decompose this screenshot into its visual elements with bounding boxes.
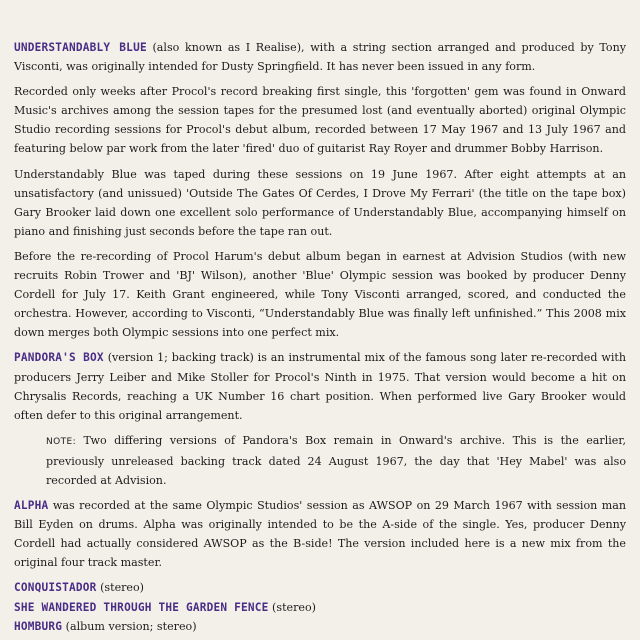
she-wandered-line: [14, 598, 626, 617]
homburg-heading: HOMBURG: [14, 619, 63, 633]
homburg-line: [14, 617, 626, 636]
note-text: Two differing versions of Pandora's Box remain in Onward's archive. This is the earlier, previously unreleased backing track dated 24 August 1967, the day that 'Hey Mabel' was also recorded at Advision.: [46, 433, 626, 487]
understandably-blue-text: (also known as I Realise), with a string section arranged and produced by Tony Visconti, was originally intended for Dusty Springfield. It has never been issued in any form.: [14, 41, 626, 74]
alpha-paragraph: [14, 496, 626, 572]
conquistador-text: (stereo): [96, 581, 145, 595]
pandoras-box-paragraph: [14, 348, 626, 424]
pandoras-box-text: (version 1; backing track) is an instrumental mix of the famous song later re-recorded with producers Jerry Leiber and Mike Stoller for Procol's Ninth in 1975. That version would become a hit on Chrysalis Records, reaching a UK Number 16 chart position. When performed live Gary Brooker would often defer to this original arrangement.: [14, 351, 626, 422]
alpha-heading: ALPHA: [14, 499, 49, 513]
understandably-blue-heading: UNDERSTANDABLY BLUE: [14, 41, 147, 54]
conquistador-heading: CONQUISTADOR: [14, 581, 97, 595]
note-paragraph: [46, 431, 626, 490]
she-wandered-text: (stereo): [268, 600, 316, 614]
alpha-text: was recorded at the same Olympic Studios' session as AWSOP on 29 March 1967 with session man Bill Eyden on drums. Alpha was originally intended to be the A-side of the single. Yes, producer Denny Cordell had actually considered AWSOP as the B-side! The version included here is a new mix from the original four track master.: [14, 499, 626, 570]
recorded-paragraph: Recorded only weeks after Procol's record breaking first single, this 'forgotten' gem was found in Onward Music's archives among the session tapes for the presumed lost (and eventually aborted) original Olympic Studio recording sessions for Procol's debut album, recorded between 17 May 1967 and 13 July 1967 and featuring below par work from the later 'fired' duo of guitarist Ray Royer and drummer Bobby Harrison.: [14, 85, 626, 156]
before-paragraph: Before the re-recording of Procol Harum's debut album began in earnest at Advision Studios (with new recruits Robin Trower and 'BJ' Wilson), another 'Blue' Olympic session was booked by producer Denny Cordell for July 17. Keith Grant engineered, while Tony Visconti arranged, scored, and conducted the orchestra. However, according to Visconti, “Understandably Blue was finally left unfinished.” This 2008 mix down merges both Olympic sessions into one perfect mix.: [14, 249, 626, 340]
note-label: NOTE:: [46, 436, 77, 447]
taped-paragraph: Understandably Blue was taped during these sessions on 19 June 1967. After eight attempts at an unsatisfactory (and unissued) 'Outside The Gates Of Cerdes, I Drove My Ferrari' (the title on the tape box) Gary Brooker laid down one excellent solo performance of Understandably Blue, accompanying himself on piano and finishing just seconds before the tape ran out.: [14, 167, 626, 238]
understandably-blue-paragraph: [14, 38, 626, 76]
conquistador-line: [14, 578, 626, 597]
pandoras-box-heading: PANDORA'S BOX: [14, 351, 104, 365]
homburg-text: (album version; stereo): [62, 619, 197, 633]
she-wandered-heading: SHE WANDERED THROUGH THE GARDEN FENCE: [14, 600, 269, 614]
